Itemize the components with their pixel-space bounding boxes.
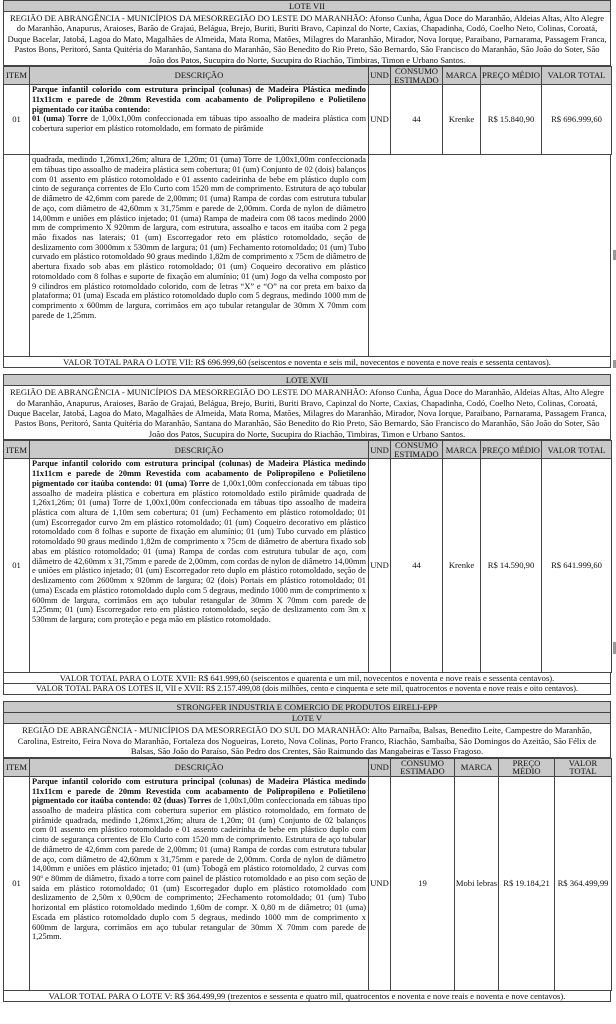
cell-preco: R$ 14.590,90	[481, 459, 542, 673]
cell-total: R$ 641.999,60	[542, 459, 612, 673]
region-text: REGIÃO DE ABRANGÊNCIA - MUNICÍPIOS DA MESORREGIÃO DO LESTE DO MARANHÃO: Afonso Cunha, Água Doce do Maranhão, Aldeias Altas, Alto Alegre do Maranhão, Anapurus, Araioses, Barão de Grajaú, Belágua, Brejo, Buriti, Buriti Bravo, Capinzal do Norte, Caxias, Chapadinha, Codó, Coelho Neto, Colinas, Coroatá, Duque Bacelar, Jatobá, Lagoa do Mato, Magalhães de Almeida, Mata Roma, Matões, Milagres do Maranhão, Mirador, Nova Iorque, Paraibano, Parnarama, Passagem Franca, Pastos Bons, Peritoró, Santa Quitéria do Maranhão, Santana do Maranhão, São Benedito do Rio Preto, São Bernardo, São Francisco do Maranhão, São João do Soter, São João dos Patos, Sucupira do Norte, Sucupira do Riachão, Timbiras, Timon e Urbano Santos.	[3, 12, 611, 66]
desc-text: de 1,00x1,00m confeccionada em tábuas tipo assoalho de madeira plástica com cobertura superior em plástico rotomoldado, em formato de pirâmide	[32, 114, 366, 134]
cell-preco: R$ 15.840,90	[481, 85, 542, 155]
table-header	[4, 441, 612, 459]
cell-marca: Mobi lebras	[455, 776, 499, 990]
header-preco: PREÇO MÉDIO	[481, 67, 542, 85]
table-row	[4, 459, 612, 673]
header-und: UND	[369, 758, 391, 776]
items-table	[3, 66, 612, 155]
cell-item: 01	[4, 459, 30, 673]
header-consumo: CONSUMO ESTIMADO	[391, 441, 443, 459]
region-text: REGIÃO DE ABRANGÊNCIA - MUNICÍPIOS DA MESORREGIÃO DO LESTE DO MARANHÃO: Afonso Cunha, Água Doce do Maranhão, Aldeias Altas, Alto Alegre do Maranhão, Anapurus, Araioses, Barão de Grajaú, Belágua, Brejo, Buriti, Buriti Bravo, Capinzal do Norte, Caxias, Chapadinha, Codó, Coelho Neto, Colinas, Coroatá, Duque Bacelar, Jatobá, Lagoa do Mato, Magalhães de Almeida, Mata Roma, Matões, Milagres do Maranhão, Mirador, Nova Iorque, Paraibano, Parnarama, Passagem Franca, Pastos Bons, Peritoró, Santa Quitéria do Maranhão, Santana do Maranhão, São Benedito do Rio Preto, São Bernardo, São Francisco do Maranhão, São João do Soter, São João dos Patos, Sucupira do Norte, Sucupira do Riachão, Timbiras, Timon e Urbano Santos.	[3, 386, 611, 440]
cell-total: R$ 696.999,60	[542, 85, 612, 155]
table-row	[4, 85, 612, 155]
table-header	[4, 758, 612, 776]
desc-bold: Parque infantil colorido com estrutura principal (colunas) de Madeira Plástica medindo 11x11cm e parede de 20mm Revestida com acabamento de Polipropileno e Polietileno pigmentado cor itaúba contendo: 01 (uma) Torre	[32, 459, 366, 488]
items-table	[3, 758, 612, 991]
cell-consumo: 19	[391, 776, 455, 990]
cell-descricao	[30, 459, 369, 673]
header-descricao: DESCRIÇÃO	[30, 758, 369, 776]
cell-consumo: 44	[391, 459, 443, 673]
header-marca: MARCA	[443, 441, 481, 459]
cell-preco: R$ 19.184,21	[499, 776, 555, 990]
lot-total: VALOR TOTAL PARA O LOTE XVII: R$ 641.999,60 (seiscentos e quarenta e um mil, novecentos e noventa e nove reais e sessenta centavos).	[3, 673, 611, 684]
lot-title: LOTE XVII	[3, 374, 611, 386]
cell-total: R$ 364.499,99	[555, 776, 612, 990]
header-descricao: DESCRIÇÃO	[30, 67, 369, 85]
cell-descricao	[30, 776, 369, 990]
header-valor-total: VALOR TOTAL	[542, 441, 612, 459]
header-consumo: CONSUMO ESTIMADO	[391, 67, 443, 85]
header-preco: PREÇO MÉDIO	[481, 441, 542, 459]
table-header	[4, 67, 612, 85]
cell-descricao	[30, 85, 369, 155]
table-row	[4, 776, 612, 990]
lot-title: LOTE VII	[3, 0, 611, 12]
cell-consumo: 44	[391, 85, 443, 155]
desc-bold: Parque infantil colorido com estrutura principal (colunas) de Madeira Plástica medindo 11x11cm e parede de 20mm Revestida com acabamento de Polipropileno e Polietileno pigmentado cor itaúba contendo:	[32, 85, 366, 114]
header-und: UND	[369, 441, 391, 459]
cell-item: 01	[4, 776, 30, 990]
header-valor-total: VALOR TOTAL	[555, 758, 612, 776]
cell-marca: Krenke	[443, 85, 481, 155]
desc-text: de 1,00x1,00m confeccionada em tábuas tipo assoalho de madeira plástica com cobertura superior em plástico rotomoldado, em formato de pirâmide quadrada, medindo 1,26mx1,26m; altura de 1,20m; 01 (um) Conjunto de 02 balanços com 01 assento em plástico rotomoldado e 01 assento cadeirinha de bebe em plástico duplo com cinto de segurança correntes de Elo Curto com 1520 mm de comprimento. Estrutura de aço tubular de diâmetro de 42,6mm com parede de 2,00mm; 01 (uma) Rampa de cordas com estrutura tubular de aço, com diâmetro de 42,60mm x 31,75mm e parede de 2,00mm. Corda de nylon de diâmetro 14,00mm e uniões em plástico injetado; 01 (um) Tobogã em plástico rotomoldado, 2 curvas com 90º e 80mm de diâmetro, fixado a torre com painel de plástico rotomoldado e ao piso com seção de saída em plástico rotomoldado; 01 (um) Escorregador duplo em plástico rotomoldado com deslizamento de 2,50m x 0,90cm de comprimento; 2Fechamento rotomoldado; 01 (um) Tubo horizontal em plástico rotomoldado medindo 1,60m de compr. X 0,80 m de diâmetro; 01 (uma) Escada em plástico rotomoldado duplo com 5 degraus, medindo 1000 mm de comprimento x 600mm de largura, corrimãos em aço tubular retangular de 30mm X 70mm com parede de 1,25mm.	[32, 796, 367, 942]
header-marca: MARCA	[455, 758, 499, 776]
header-item: ITEM	[4, 67, 30, 85]
desc-text: de 1,00x1,00m confeccionada em tábuas tipo assoalho de madeira plástica e cobertura em plástico rotomoldado estilo pirâmide quadrada de 1,26x1,26m; 01 (uma) Torre de 1,00x1,00m confeccionada em tábuas tipo assoalho de madeira plástica com altura de 1,10m sem cobertura; 01 (um) Fechamento em plástico rotomoldado; 01 (um) Escorregador curvo 2m em plástico rotomoldado; 01 (um) Coqueiro decorativo em plástico rotomoldado com 8 folhas e suporte de fixação em alumínio; 01 (um) Tubo curvado em plástico rotomoldado 90 graus medindo 1,82m de comprimento x 75cm de diâmetro de abertura fixado sob abas em plástico rotomoldado; 01 (uma) Rampa de cordas com estrutura tubular de aço, com diâmetro de 42,60mm x 31,75mm e parede de 2,00mm, com cordas de nylon de diâmetro 14,00mm e uniões em plástico injetado; 01 (um) Escorregador reto duplo em plástico rotomoldado, seção de deslizamento com 2600mm x 920mm de largura; 02 (dois) Portais em plástico rotomoldado; 01 (uma) Escada em plástico rotomoldado duplo com 5 degraus, medindo 1000 mm de comprimento x 600mm de largura, corrimãos em aço tubular retangular de 30mm X 70mm com parede de 1,25mm; 01 (um) Escorregador reto em plástico rotomoldado, seção de deslizamento com 3m x 530mm de largura; com proteção e pega mão em plástico rotomoldado.	[32, 478, 367, 624]
cell-und: UND	[369, 85, 391, 155]
header-preco: PREÇO MÉDIO	[499, 758, 555, 776]
desc-bold: Parque infantil colorido com estrutura principal (colunas) de Madeira Plástica medindo 11x11cm e parede de 20mm Revestida com acabamento de Polipropileno e Polietileno pigmentado cor itaúba contendo: 02 (duas) Torres	[32, 776, 366, 806]
lot-title: LOTE V	[3, 713, 611, 724]
header-marca: MARCA	[443, 67, 481, 85]
cell-und: UND	[369, 459, 391, 673]
header-valor-total: VALOR TOTAL	[542, 67, 612, 85]
cell-descricao-continued: quadrada, medindo 1,26mx1,26m; altura de 1,20m; 01 (uma) Torre de 1,00x1,00m confeccionada em tábuas tipo assoalho de madeira plástica sem cobertura; 01 (um) Conjunto de 02 (dois) balanços com 01 assento em plástico rotomoldado e 01 assento cadeirinha de bebe em plástico duplo com cinto de segurança correntes de Elo Curto com 1520 mm de comprimento. Estrutura de aço tubular de diâmetro de 42,6mm com parede de 2,00mm; 01 (uma) Rampa de cordas com estrutura tubular de aço, com diâmetro de 42,60mm x 31,75mm e parede de 2,00mm. Corda de nylon de diâmetro 14,00mm e uniões em plástico injetado; 01 (uma) Rampa de madeira com 08 tacos medindo 2000 mm de comprimento X 920mm de largura, com estrutura, assoalho e tacos em itaúba com 2 pega mão fixados nas laterais; 01 (um) Escorregador reto em plástico rotomoldado, seção de deslizamento com 3000mm x 530mm de largura; 01 (um) Fechamento rotomoldado; 01 (um) Tubo curvado em plástico rotomoldado 90 graus medindo 1,82m de comprimento x 75cm de diâmetro de abertura fixado sob abas em plástico rotomoldado; 01 (um) Coqueiro decorativo em plástico rotomoldado com 8 folhas e suporte de fixação em alumínio; 01 (um) Jogo da velha composto por 9 cilindros em plástico rotomoldado colorido, com de letras “X” e “O” na cor preta em baixo da plataforma; 01 (uma) Escada em plástico rotomoldado duplo com 5 degraus, medindo 1000 mm de comprimento x 600mm de largura, corrimãos em aço tubular retangular de 30mm X 70mm com parede de 1,25mm.	[30, 155, 369, 356]
cell-item: 01	[4, 85, 30, 155]
lot-total: VALOR TOTAL PARA O LOTE V: R$ 364.499,99 (trezentos e sessenta e quatro mil, quatrocentos e noventa e nove reais e noventa e nove centavos).	[3, 991, 611, 1002]
company-name: STRONGFER INDUSTRIA E COMERCIO DE PRODUTOS EIRELI-EPP	[3, 701, 611, 713]
desc-bold: 01 (uma) Torre	[32, 114, 88, 124]
header-und: UND	[369, 67, 391, 85]
lot-total: VALOR TOTAL PARA O LOTE VII: R$ 696.999,60 (seiscentos e noventa e seis mil, novecentos e noventa e nove reais e sessenta centavos).	[3, 357, 611, 368]
header-item: ITEM	[4, 758, 30, 776]
grand-total: VALOR TOTAL PARA OS LOTES II, VII e XVII: R$ 2.157.499,08 (dois milhões, cento e cinquenta e sete mil, quatrocentos e noventa e nove reais e oito centavos).	[3, 684, 611, 695]
region-text: REGIÃO DE ABRANGÊNCIA - MUNICÍPIOS DA MESORREGIÃO DO SUL DO MARANHÃO: Alto Parnaíba, Balsas, Benedito Leite, Campestre do Maranhão, Carolina, Estreito, Feira Nova do Maranhão, Fortaleza dos Nogueiras, Loreto, Nova Colinas, Porto Franco, Riachão, Sambaíba, São Domingos do Azeitão, São Félix de Balsas, São João do Paraíso, São Pedro dos Crentes, São Raimundo das Mangabeiras e Tasso Fragoso.	[3, 724, 611, 757]
table-row-continued	[3, 155, 611, 357]
header-consumo: CONSUMO ESTIMADO	[391, 758, 455, 776]
items-table	[3, 440, 612, 673]
cell-marca: Krenke	[443, 459, 481, 673]
cell-und: UND	[369, 776, 391, 990]
header-item: ITEM	[4, 441, 30, 459]
header-descricao: DESCRIÇÃO	[30, 441, 369, 459]
document-page	[3, 0, 611, 1002]
